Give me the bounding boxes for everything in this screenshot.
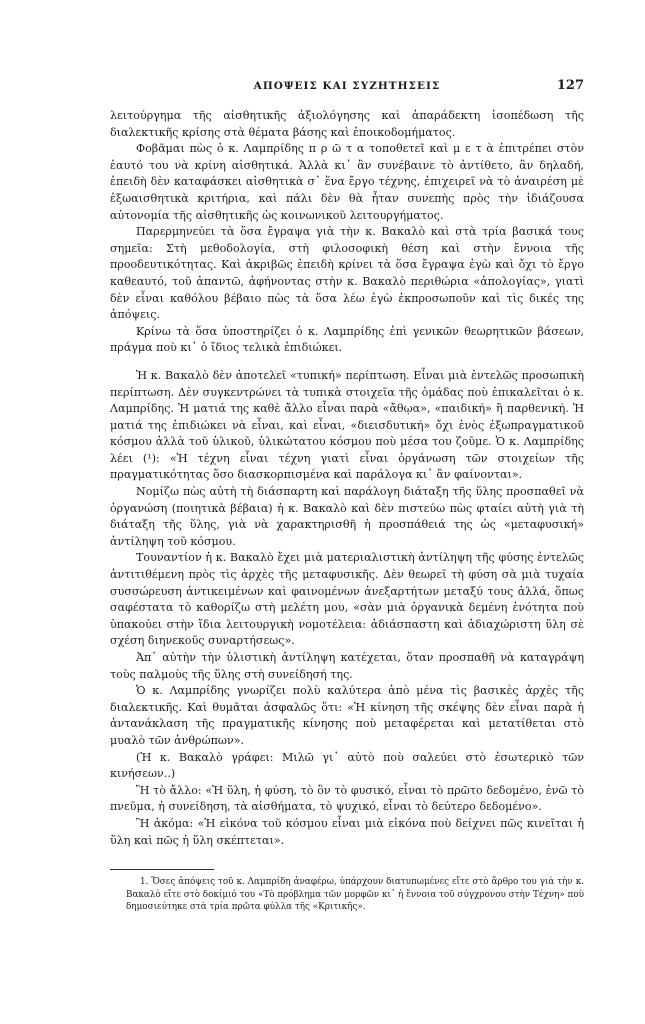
running-head: [110, 78, 584, 100]
footnote-divider: [110, 869, 214, 870]
paragraph: Νομίζω πὼς αὐτὴ τὴ διάσπαρτη καὶ παράλογη διάταξη τῆς ὕλης προσπαθεῖ νὰ ὀργανώση (ποιητικὰ βέβαια) ἡ κ. Βακαλὸ καὶ δὲν πιστεύω πὼς φταίει αὐτὴ γιὰ τὴ διάταξη τῆς ὕλης, γιὰ νὰ χαρακτηρισθῆ ἡ προσπάθειά της ὡς «μεταφυσική» ἀντίληψη τοῦ κόσμου.: [110, 485, 584, 548]
paragraph: Ἡ κ. Βακαλὸ δὲν ἀποτελεῖ «τυπική» περίπτωση. Εἶναι μιὰ ἐντελῶς προσωπικὴ περίπτωση. Δὲν συγκεντρώνει τὰ τυπικὰ στοιχεῖα τῆς ὁμάδας ποὺ ἐπικαλεῖται ὁ κ. Λαμπρίδης. Ἡ ματιά της καθὲ ἄλλο εἶναι παρὰ «ἄθῳα», «παιδική» ἢ παρθενική. Ἡ ματιά της ἐπιδιώκει νὰ εἶναι, καὶ εἶναι, «διεισδυτική» ὄχι ἑνὸς ἐξωπραγματικοῦ κόσμου ἀλλὰ τοῦ ὑλικοῦ, ὑλικώτατου κόσμου ποὺ μέσα του ζοῦμε. Ὁ κ. Λαμπρίδης λέει (¹): «Ἡ τέχνη εἶναι τέχνη γιατὶ εἶναι ὀργάνωση τῶν στοιχείων τῆς πραγματικότητας ὅσο διασκορπισμένα καὶ παράλογα κι᾽ ἂν φαίνονται».: [110, 368, 584, 482]
quote-text: Ἡ κ. Βακαλὸ γράφει: Μιλῶ γι᾽ αὐτὸ ποὺ σαλεύει στὸ ἐσωτερικὸ τῶν κινήσεων.: [110, 750, 584, 781]
paragraph: Κρίνω τὰ ὅσα ὑποστηρίζει ὁ κ. Λαμπρίδης ἐπὶ γενικῶν θεωρητικῶν βάσεων, πράγμα ποὺ κι᾽ ὁ ἴδιος τελικὰ ἐπιδιώκει.: [110, 324, 584, 355]
paragraph: Ὁ κ. Λαμπρίδης γνωρίζει πολὺ καλύτερα ἀπὸ μένα τὶς βασικὲς ἀρχὲς τῆς διαλεκτικῆς. Καὶ θυμᾶται ἀσφαλῶς ὅτι: «Ἡ κίνηση τῆς σκέψης δὲν εἶναι παρὰ ἡ ἀντανάκλαση τῆς πραγματικῆς κίνησης ποὺ μεταφέρεται καὶ μετατίθεται στὸ μυαλὸ τῶν ἀνθρώπων».: [110, 684, 584, 747]
paragraph: Τουναντίον ἡ κ. Βακαλὸ ἔχει μιὰ ματεριαλιστικὴ ἀντίληψη τῆς φύσης ἐντελῶς ἀντιτιθέμενη πρὸς τὶς ἀρχὲς τῆς μεταφυσικῆς. Δὲν θεωρεῖ τὴ φύση σὰ μιὰ τυχαία συσσώρευση ἀντικειμένων καὶ φαινομένων ἀνεξαρτήτων μεταξύ τους ἀλλά, ὅπως σαφέστατα τὸ καθορίζω στὴ μελέτη μου, «σὰν μιὰ ὀργανικὰ δεμένη ἑνότητα ποὺ ὑπακούει στὴν ἴδια λειτουργικὴ νομοτέλεια: ἀδιάσπαστη καὶ ἀδιαχώριστη ὕλη σὲ σχέση διηνεκοῦς συναρτήσεως».: [110, 551, 584, 648]
paragraph: Ἢ τὸ ἄλλο: «Ἡ ὕλη, ἡ φύση, τὸ ὂν τὸ φυσικό, εἶναι τὸ πρῶτο δεδομένο, ἐνῶ τὸ πνεῦμα, ἡ συνείδηση, τὰ αἰσθήματα, τὸ ψυχικό, εἶναι τὸ δεύτερο δεδομένο».: [110, 783, 584, 814]
quoted-paragraph: (Ἡ κ. Βακαλὸ γράφει: Μιλῶ γι᾽ αὐτὸ ποὺ σαλεύει στὸ ἐσωτερικὸ τῶν κινήσεων..): [110, 750, 584, 781]
footnote: 1. Ὅσες ἀπόψεις τοῦ κ. Λαμπρίδη ἀναφέρω, ὑπάρχουν διατυπωμένες εἴτε στὸ ἄρθρο του γιὰ τὴν κ. Βακαλὸ εἴτε στὸ δοκίμιό του «Τὸ πρόβλημα τῶν μορφῶν κι᾽ ἡ ἔννοια τοῦ σύγχρονου στὴν Τέχνη» ποὺ δημοσιεύτηκε στὰ τρία πρῶτα φύλλα τῆς «Κριτικῆς».: [126, 877, 584, 913]
paragraph: Παρερμηνεύει τὰ ὅσα ἔγραψα γιὰ τὴν κ. Βακαλὸ καὶ στὰ τρία βασικά τους σημεῖα: Στὴ μεθοδολογία, στὴ φιλοσοφικὴ θέση καὶ στὴν ἔννοια τῆς προοδευτικότητας. Καὶ ἀκριβῶς ἐπειδὴ κρίνει τὰ ὅσα ἔγραψα ἐγὼ καὶ ὄχι τὸ ἔργο καθεαυτό, τοῦ ἀπαντῶ, ἀφήνοντας στὴν κ. Βακαλὸ περιθώρια «ἀπολογίας», γιατὶ δὲν εἶναι καθόλου βέβαιο πὼς τὰ ὅσα λέω ἐγὼ ἐκπροσωποῦν καὶ τὶς δικές της ἀπόψεις.: [110, 225, 584, 322]
page-number: 127: [556, 78, 584, 93]
paragraph: λειτούργημα τῆς αἰσθητικῆς ἀξιολόγησης καὶ ἀπαράδεκτη ἰσοπέδωση τῆς διαλεκτικῆς κρίσης στὰ θέματα βάσης καὶ ἐποικοδομήματος.: [110, 109, 584, 139]
article-body: [110, 108, 584, 849]
paragraph: Ἀπ᾽ αὐτὴν τὴν ὑλιστικὴ ἀντίληψη κατέχεται, ὅταν προσπαθῆ νὰ καταγράψη τοὺς παλμοὺς τῆς ὕλης στὴ συνείδησή της.: [110, 651, 584, 681]
paragraph: Ἢ ἀκόμα: «Ἡ εἰκόνα τοῦ κόσμου εἶναι μιὰ εἰκόνα ποὺ δείχνει πῶς κινεῖται ἡ ὕλη καὶ πῶς ἡ ὕλη σκέπτεται».: [110, 816, 584, 847]
running-title: ΑΠΟΨΕΙΣ ΚΑΙ ΣΥΖΗΤΗΣΕΙΣ: [253, 80, 441, 92]
page: [110, 78, 584, 914]
paragraph: Φοβᾶμαι πὼς ὁ κ. Λαμπρίδης π ρ ῶ τ α τοποθετεῖ καὶ μ ε τ ὰ ἐπιτρέπει στὸν ἑαυτό του νὰ κρίνη αἰσθητικά. Ἀλλὰ κι᾽ ἂν συνέβαινε τὸ ἀντίθετο, ἂν δηλαδή, ἐπειδὴ δὲν καταφάσκει αἰσθητικὰ σ᾽ ἕνα ἔργο τέχνης, ἐπιχειρεῖ νὰ τὸ ἀναιρέση μὲ ἐξωαισθητικὰ κριτήρια, καὶ πάλι δὲν θὰ ἦταν συνεπὴς πρὸς τὴν ἰδιάζουσα αὐτονομία τῆς αἰσθητικῆς ὡς κοινωνικοῦ λειτουργήματος.: [110, 142, 584, 222]
